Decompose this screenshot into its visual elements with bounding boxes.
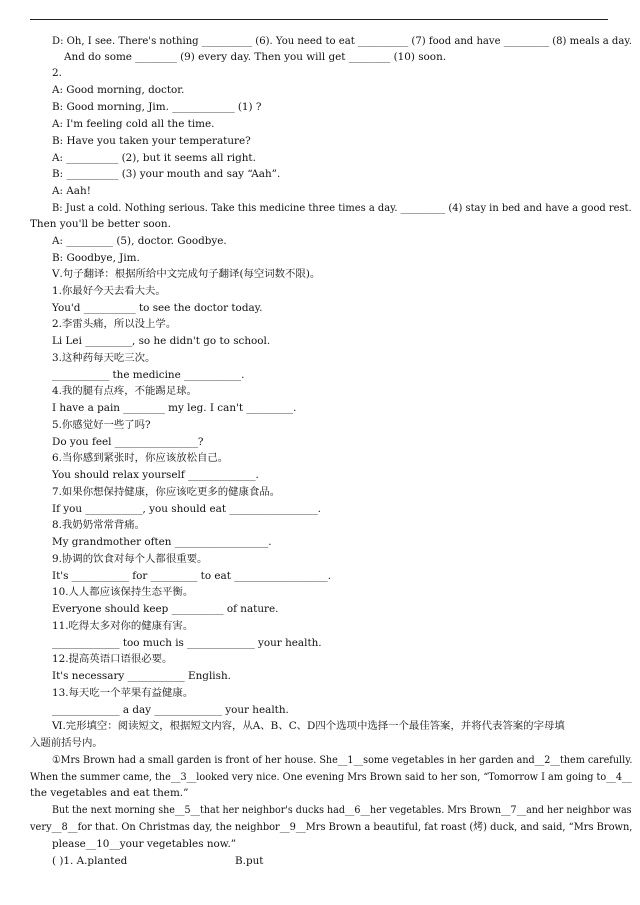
dialogue-1-line-6-8: D: Oh, I see. There's nothing __________ (6). You need to eat __________ (7) food and have _________ (8) meals a day. [52,35,632,47]
translation-prompt: 11.吃得太多对你的健康有害。 [52,620,194,632]
passage-line: please__10__your vegetables now.” [52,838,237,850]
translation-answer: I have a pain ________ my leg. I can't _________. [52,402,297,414]
translation-prompt: 8.我奶奶常常背痛。 [52,519,146,531]
translation-answer: _____________ a day _____________ your health. [52,704,289,716]
section-vi-heading: Ⅵ.完形填空：阅读短文，根据短文内容，从A、B、C、D四个选项中选择一个最佳答案，并将代表答案的字母填 [52,720,565,732]
dialogue-2-line: A: Aah! [52,185,91,197]
passage-line: the vegetables and eat them.” [30,787,189,799]
translation-prompt: 2.李雷头痛，所以没上学。 [52,318,177,330]
dialogue-2-line: B: Good morning, Jim. ____________ (1) ? [52,101,262,113]
dialogue-2-line: B: __________ (3) your mouth and say “Aah”. [52,168,281,180]
translation-prompt: 13.每天吃一个苹果有益健康。 [52,687,194,699]
translation-prompt: 12.提高英语口语很必要。 [52,653,173,665]
passage-line: ①Mrs Brown had a small garden is front of her house. She__1__some vegetables in her garden and__2__them carefully. [52,754,633,766]
translation-prompt: 10.人人都应该保持生态平衡。 [52,586,194,598]
translation-prompt: 3.这种药每天吃三次。 [52,352,156,364]
dialogue-2-line: A: Good morning, doctor. [52,84,185,96]
translation-answer: You'd __________ to see the doctor today. [52,302,263,314]
translation-prompt: 5.你感觉好一些了吗? [52,419,151,431]
section-vi-heading-cont: 入题前括号内。 [30,737,103,749]
translation-prompt: 9.协调的饮食对每个人都很重要。 [52,553,208,565]
translation-answer: My grandmother often __________________. [52,536,272,548]
dialogue-2-line: B: Have you taken your temperature? [52,135,251,147]
translation-prompt: 7.如果你想保持健康，你应该吃更多的健康食品。 [52,486,281,498]
section-v-heading: Ⅴ.句子翻译：根据所给中文完成句子翻译(每空词数不限)。 [52,268,321,280]
translation-answer: _____________ too much is _____________ your health. [52,637,322,649]
translation-answer: It's ___________ for _________ to eat __________________. [52,570,332,582]
translation-prompt: 1.你最好今天去看大夫。 [52,285,166,297]
translation-prompt: 4.我的腿有点疼，不能踢足球。 [52,385,197,397]
dialogue-2-line: Then you'll be better soon. [30,218,171,230]
passage-line: When the summer came, the__3__looked very nice. One evening Mrs Brown said to her son, “Tomorrow I am going to__4__ [30,771,632,783]
dialogue-2-heading: 2. [52,67,62,79]
translation-answer: If you ___________, you should eat _________________. [52,503,321,515]
translation-answer: Li Lei _________, so he didn't go to school. [52,335,271,347]
translation-answer: It's necessary ___________ English. [52,670,231,682]
translation-answer: You should relax yourself _____________. [52,469,259,481]
translation-prompt: 6.当你感到紧张时，你应该放松自己。 [52,452,229,464]
translation-answer: ___________ the medicine ___________. [52,369,245,381]
translation-answer: Do you feel ________________? [52,436,204,448]
top-rule [30,19,608,20]
translation-answer: Everyone should keep __________ of nature. [52,603,279,615]
passage-line: very__8__for that. On Christmas day, the neighbor__9__Mrs Brown a beautiful, fat roast (烤) duck, and said, “Mrs Brown, [30,821,633,833]
dialogue-2-line: B: Just a cold. Nothing serious. Take this medicine three times a day. _________ (4) stay in bed and have a good rest. [52,202,632,214]
dialogue-2-line: B: Goodbye, Jim. [52,252,140,264]
dialogue-2-line: A: __________ (2), but it seems all right. [52,152,256,164]
question-1-option-a: ( )1. A.planted [52,855,128,867]
dialogue-2-line: A: I'm feeling cold all the time. [52,118,215,130]
dialogue-2-line: A: _________ (5), doctor. Goodbye. [52,235,227,247]
passage-line: But the next morning she__5__that her neighbor's ducks had__6__her vegetables. Mrs Brown__7__and her neighbor was [52,804,632,816]
dialogue-1-line-9-10: And do some ________ (9) every day. Then you will get ________ (10) soon. [64,51,447,63]
question-1-option-b: B.put [235,855,264,867]
